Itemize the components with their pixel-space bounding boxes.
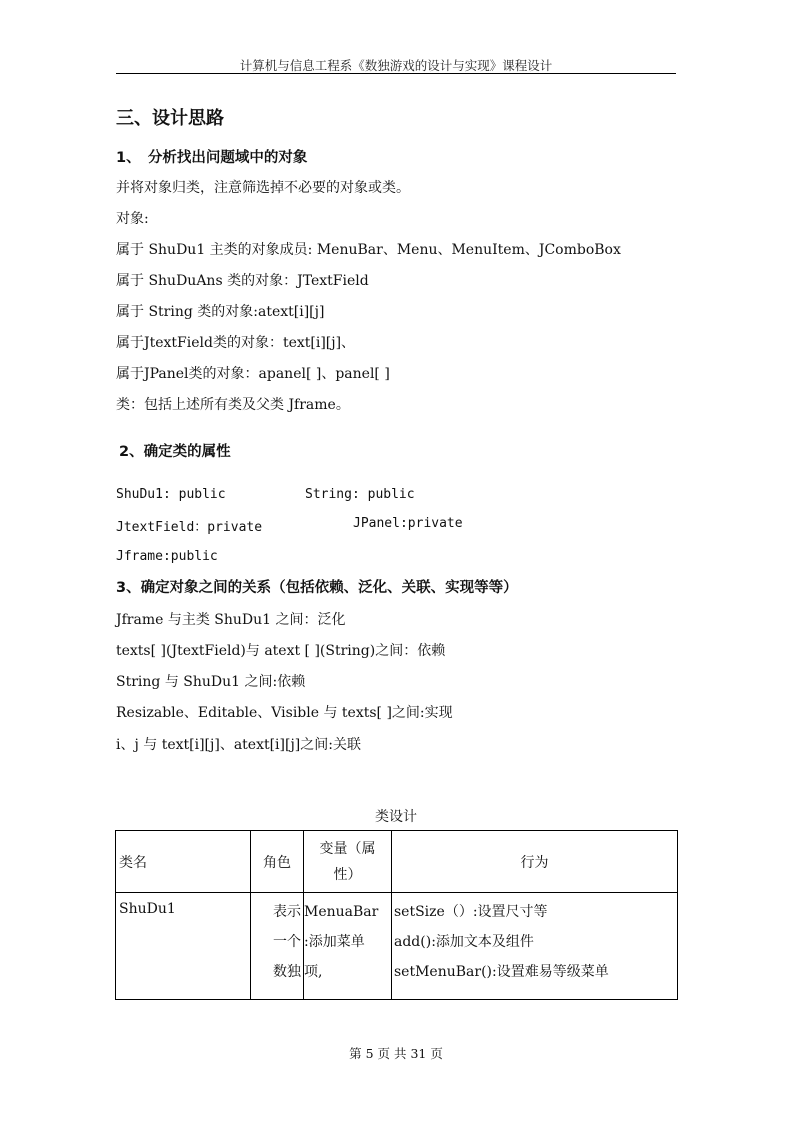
s1-line-2: 对象:: [116, 211, 149, 227]
table-caption: 类设计: [375, 809, 417, 825]
s3-line-5: i、j 与 text[i][j]、atext[i][j]之间:关联: [116, 737, 361, 753]
s1-line-7: 属于JPanel类的对象：apanel[ ]、panel[ ]: [116, 366, 390, 382]
header-variables: 变量（属 性）: [304, 831, 392, 893]
cell-variables: MenuaBar :添加菜单 项,: [304, 893, 392, 1000]
page-footer: 第 5 页 共 31 页: [349, 1046, 443, 1061]
subsection-2-heading: 2、确定类的属性: [119, 444, 231, 460]
running-header: 计算机与信息工程系《数独游戏的设计与实现》课程设计: [239, 58, 553, 73]
s1-line-3: 属于 ShuDu1 主类的对象成员: MenuBar、Menu、MenuItem、JComboBox: [116, 242, 621, 258]
s1-line-1: 并将对象归类，注意筛选掉不必要的对象或类。: [116, 180, 410, 196]
attr-jframe: Jframe:public: [116, 549, 218, 564]
cell-class-name: ShuDu1: [116, 893, 251, 1000]
attr-jtextfield: JtextField：private: [116, 520, 263, 535]
s1-line-5: 属于 String 类的对象:atext[i][j]: [116, 304, 325, 320]
s1-line-4: 属于 ShuDuAns 类的对象：JTextField: [116, 273, 369, 289]
header-rule: [116, 73, 676, 74]
class-design-table: [115, 830, 678, 1000]
attr-shudu1: ShuDu1: public: [116, 487, 226, 502]
subsection-3-heading: 3、确定对象之间的关系（包括依赖、泛化、关联、实现等等）: [116, 580, 518, 596]
section-title: 三、设计思路: [116, 108, 224, 129]
header-behavior: 行为: [392, 831, 678, 893]
s3-line-2: texts[ ](JtextField)与 atext [ ](String)之间：依赖: [116, 643, 446, 659]
subsection-1-heading: 1、 分析找出问题域中的对象: [116, 150, 308, 166]
s1-line-8: 类：包括上述所有类及父类 Jframe。: [116, 397, 350, 413]
cell-behavior: setSize（）:设置尺寸等 add():添加文本及组件 setMenuBar():设置难易等级菜单: [392, 893, 678, 1000]
s3-line-4: Resizable、Editable、Visible 与 texts[ ]之间:实现: [116, 705, 453, 721]
table-row: [116, 893, 678, 1000]
attr-string: String: public: [305, 487, 415, 502]
attr-jpanel: JPanel:private: [353, 516, 463, 531]
cell-role: 表示 一个 数独: [251, 893, 304, 1000]
s3-line-3: String 与 ShuDu1 之间:依赖: [116, 674, 306, 690]
header-role: 角色: [251, 831, 304, 893]
s3-line-1: Jframe 与主类 ShuDu1 之间：泛化: [116, 612, 346, 628]
header-class-name: 类名: [116, 831, 251, 893]
table-header-row: [116, 831, 678, 893]
s1-line-6: 属于JtextField类的对象：text[i][j]、: [116, 335, 356, 351]
